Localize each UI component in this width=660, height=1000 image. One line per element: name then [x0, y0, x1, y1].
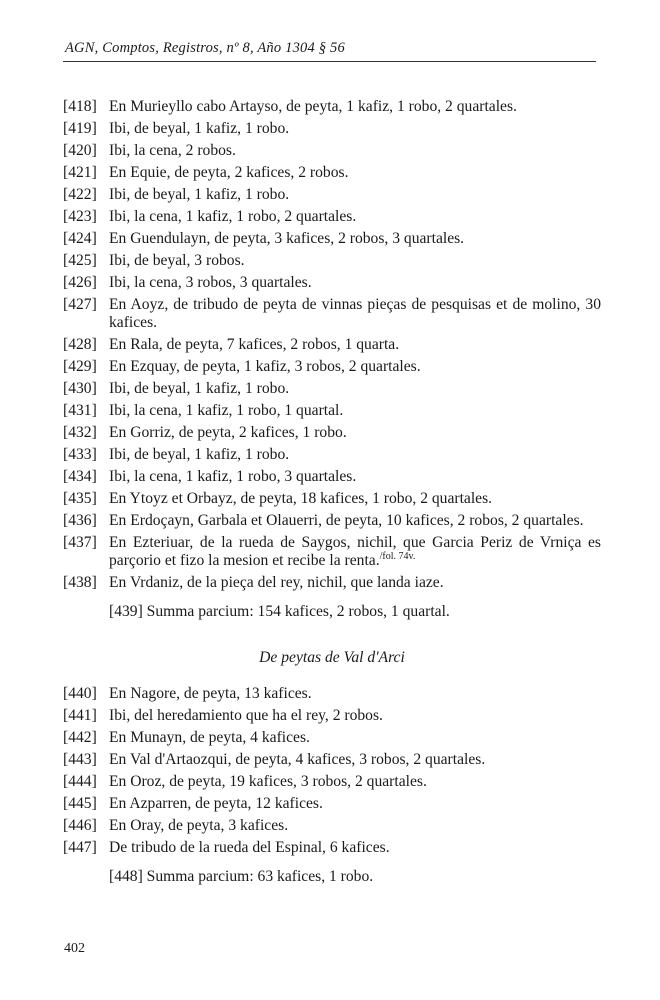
list-item: [63, 162, 601, 184]
entry-text: [109, 444, 601, 466]
entry-text: [109, 162, 601, 184]
list-item: [63, 510, 601, 532]
entry-number: [427]: [63, 296, 97, 313]
entry-body: Ibi, de beyal, 1 kafiz, 1 robo.: [109, 120, 290, 137]
entry-number: [438]: [63, 574, 97, 591]
entry-body: En Munayn, de peyta, 4 kafices.: [109, 729, 310, 746]
list-item: [63, 250, 601, 272]
entry-number: [432]: [63, 424, 97, 441]
entry-body: Ibi, la cena, 1 kafiz, 1 robo, 1 quartal.: [109, 402, 344, 419]
page-number: 402: [64, 941, 85, 956]
entry-text: [109, 466, 601, 488]
entry-text: [109, 294, 601, 334]
list-item: [63, 727, 601, 749]
entry-body: En Oray, de peyta, 3 kafices.: [109, 817, 289, 834]
list-item: [63, 771, 601, 793]
entry-text: [109, 400, 601, 422]
entry-text: [109, 837, 601, 859]
entry-body: Ibi, la cena, 2 robos.: [109, 142, 236, 159]
entry-text: [109, 510, 601, 532]
entry-body: En Ytoyz et Orbayz, de peyta, 18 kafices, 1 robo, 2 quartales.: [109, 490, 493, 507]
summa-parcium-b: [448] Summa parcium: 63 kafices, 1 robo.: [109, 868, 374, 885]
entry-number: [424]: [63, 230, 97, 247]
list-item: [63, 683, 601, 705]
entry-text: [109, 815, 601, 837]
entry-text: [109, 140, 601, 162]
running-head: AGN, Comptos, Registros, nº 8, Año 1304 § 56: [65, 40, 345, 56]
entry-text: [109, 488, 601, 510]
entry-number: [430]: [63, 380, 97, 397]
entry-text: [109, 272, 601, 294]
entry-text: [109, 532, 601, 572]
list-item: [63, 466, 601, 488]
entry-text: [109, 683, 601, 705]
entry-body: En Murieyllo cabo Artayso, de peyta, 1 kafiz, 1 robo, 2 quartales.: [109, 98, 517, 115]
entry-body: En Vrdaniz, de la pieça del rey, nichil, que landa iaze.: [109, 574, 444, 591]
list-item: [63, 206, 601, 228]
entry-body: En Azparren, de peyta, 12 kafices.: [109, 795, 323, 812]
entry-text: [109, 793, 601, 815]
entry-text: [109, 228, 601, 250]
list-item: [63, 749, 601, 771]
entry-number: [418]: [63, 98, 97, 115]
entry-body: Ibi, del heredamiento que ha el rey, 2 robos.: [109, 707, 383, 724]
entry-text: [109, 378, 601, 400]
header-rule: [63, 61, 596, 62]
list-item: [63, 532, 601, 572]
entry-body: En Guendulayn, de peyta, 3 kafices, 2 robos, 3 quartales.: [109, 230, 465, 247]
entry-text: [109, 118, 601, 140]
entry-number: [425]: [63, 252, 97, 269]
entry-number: [429]: [63, 358, 97, 375]
entry-body: Ibi, de beyal, 3 robos.: [109, 252, 245, 269]
entry-body: En Ezteriuar, de la rueda de Saygos, nichil, que Garcia Periz de Vrniça es parçorio et fizo la mesion et recibe la renta.: [109, 534, 601, 569]
entry-body: En Ezquay, de peyta, 1 kafiz, 3 robos, 2 quartales.: [109, 358, 421, 375]
entry-text: [109, 184, 601, 206]
entry-text: [109, 422, 601, 444]
list-item: [63, 400, 601, 422]
entry-body: En Aoyz, de tribudo de peyta de vinnas pieças de pesquisas et de molino, 30 kafices.: [109, 296, 601, 331]
summa-parcium-a: [439] Summa parcium: 154 kafices, 2 robos, 1 quartal.: [109, 603, 450, 620]
list-item: [63, 334, 601, 356]
entry-text: [109, 705, 601, 727]
entry-body: En Equie, de peyta, 2 kafices, 2 robos.: [109, 164, 349, 181]
entry-body: Ibi, de beyal, 1 kafiz, 1 robo.: [109, 186, 290, 203]
entry-number: [436]: [63, 512, 97, 529]
entry-body: En Oroz, de peyta, 19 kafices, 3 robos, 2 quartales.: [109, 773, 427, 790]
entry-text: [109, 334, 601, 356]
entry-list-a: [63, 96, 601, 594]
entry-number: [426]: [63, 274, 97, 291]
entry-body: Ibi, la cena, 1 kafiz, 1 robo, 2 quartales.: [109, 208, 357, 225]
list-item: [63, 96, 601, 118]
entry-number: [440]: [63, 685, 97, 702]
entry-number: [435]: [63, 490, 97, 507]
list-item: [63, 140, 601, 162]
list-item: [63, 837, 601, 859]
entry-text: [109, 727, 601, 749]
entry-text: [109, 572, 601, 594]
list-item: [63, 118, 601, 140]
entry-number: [445]: [63, 795, 97, 812]
entry-text: [109, 96, 601, 118]
list-item: [63, 272, 601, 294]
entry-number: [446]: [63, 817, 97, 834]
list-item: [63, 356, 601, 378]
list-item: [63, 572, 601, 594]
list-item: [63, 488, 601, 510]
list-item: [63, 378, 601, 400]
entry-body: En Nagore, de peyta, 13 kafices.: [109, 685, 312, 702]
entry-body: Ibi, la cena, 1 kafiz, 1 robo, 3 quartales.: [109, 468, 357, 485]
list-item: [63, 294, 601, 334]
entry-number: [441]: [63, 707, 97, 724]
entry-body: En Gorriz, de peyta, 2 kafices, 1 robo.: [109, 424, 347, 441]
section-title: De peytas de Val d'Arci: [259, 649, 405, 666]
list-item: [63, 705, 601, 727]
entry-number: [422]: [63, 186, 97, 203]
entry-text: [109, 356, 601, 378]
entry-body: Ibi, la cena, 3 robos, 3 quartales.: [109, 274, 312, 291]
entry-number: [421]: [63, 164, 97, 181]
entry-number: [444]: [63, 773, 97, 790]
list-item: [63, 444, 601, 466]
entry-number: [423]: [63, 208, 97, 225]
entry-number: [447]: [63, 839, 97, 856]
entry-number: [443]: [63, 751, 97, 768]
list-item: [63, 184, 601, 206]
list-item: [63, 422, 601, 444]
list-item: [63, 228, 601, 250]
entry-number: [428]: [63, 336, 97, 353]
entry-number: [437]: [63, 534, 97, 551]
entries-container: [63, 96, 601, 888]
entry-body: En Val d'Artaozqui, de peyta, 4 kafices, 3 robos, 2 quartales.: [109, 751, 486, 768]
entry-number: [442]: [63, 729, 97, 746]
entry-body: En Erdoçayn, Garbala et Olauerri, de peyta, 10 kafices, 2 robos, 2 quartales.: [109, 512, 584, 529]
entry-text: [109, 771, 601, 793]
entry-number: [434]: [63, 468, 97, 485]
entry-number: [433]: [63, 446, 97, 463]
entry-body: Ibi, de beyal, 1 kafiz, 1 robo.: [109, 380, 290, 397]
entry-text: [109, 206, 601, 228]
entry-text: [109, 250, 601, 272]
entry-number: [419]: [63, 120, 97, 137]
list-item: [63, 793, 601, 815]
entry-text: [109, 749, 601, 771]
entry-body: En Rala, de peyta, 7 kafices, 2 robos, 1 quarta.: [109, 336, 400, 353]
entry-body: De tribudo de la rueda del Espinal, 6 kafices.: [109, 839, 390, 856]
folio-marker: /fol. 74v.: [379, 550, 416, 562]
entry-list-b: [63, 683, 601, 859]
entry-body: Ibi, de beyal, 1 kafiz, 1 robo.: [109, 446, 290, 463]
entry-number: [420]: [63, 142, 97, 159]
entry-number: [431]: [63, 402, 97, 419]
list-item: [63, 815, 601, 837]
